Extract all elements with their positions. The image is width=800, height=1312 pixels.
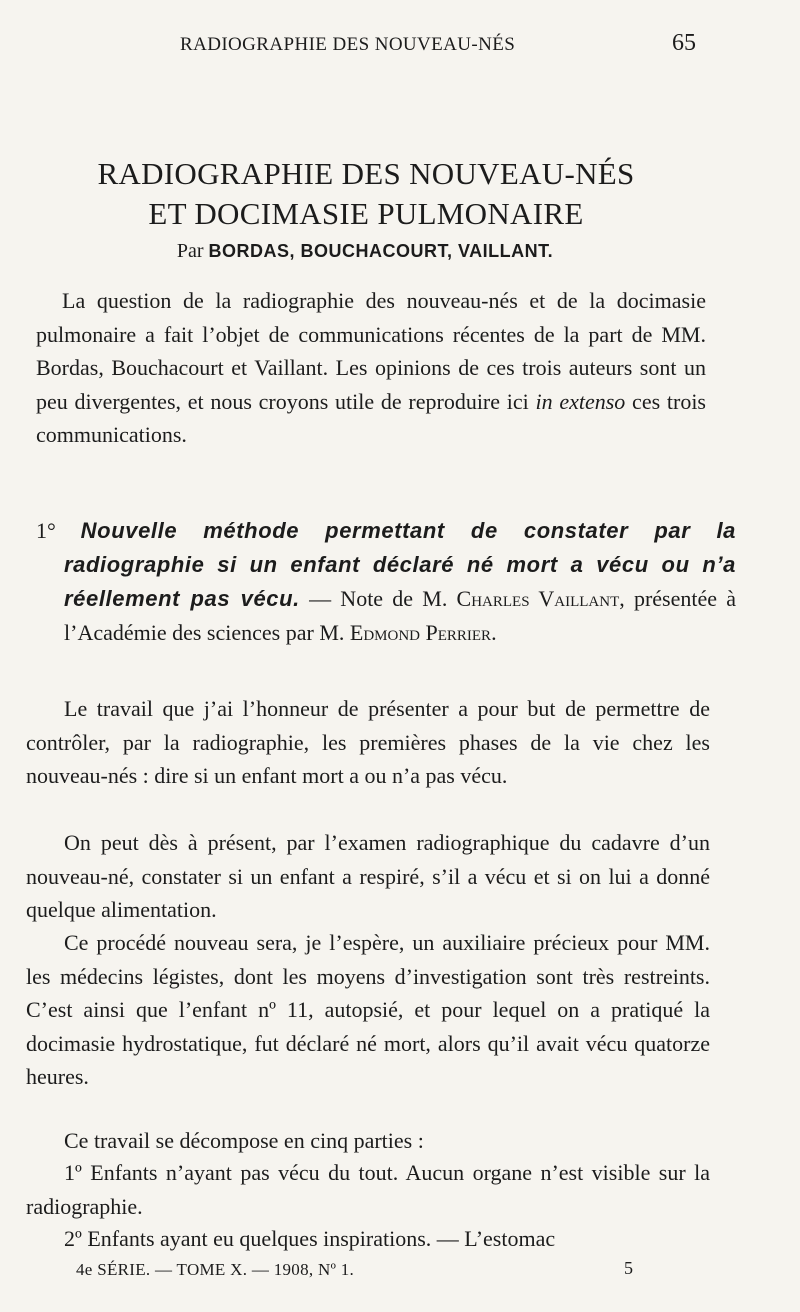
section-author-1: Charles Vaillant (456, 586, 620, 611)
intro-emphasis: in extenso (535, 388, 626, 414)
section-author-2: Edmond Perrier (349, 620, 492, 645)
section-title: Nouvelle méthode permettant de constater par la radiographie si un enfant déclaré né mort a vécu ou n’a réellement pas vécu. (64, 518, 737, 611)
byline-authors: BORDAS, BOUCHACOURT, VAILLANT. (208, 241, 554, 261)
intro-paragraph (36, 284, 706, 452)
body-paragraph-1: Le travail que j’ai l’honneur de présenter a pour but de permettre de contrôler, par la radiographie, les premières phases de la vie chez les nouveau-nés : dire si un enfant mort a ou n’a pas vécu. (26, 696, 710, 789)
running-head: RADIOGRAPHIE DES NOUVEAU-NÉS (180, 34, 516, 55)
byline-prefix: Par (176, 240, 204, 262)
article-title-line2: ET DOCIMASIE PULMONAIRE (148, 196, 584, 231)
intro-text-b: ces trois communications. (36, 388, 706, 448)
section-note-c: . (491, 620, 497, 645)
section-number: 1° (36, 518, 56, 543)
body-paragraph-4: Ce travail se décompose en cinq parties : (64, 1128, 424, 1153)
section-note-a: — Note de M. (299, 586, 457, 611)
page-number: 65 (672, 30, 696, 56)
body-paragraph-5: 1º Enfants n’ayant pas vécu du tout. Aucun organe n’est visible sur la radiographie. (26, 1160, 710, 1219)
intro-text-a: La question de la radiographie des nouveau-nés et de la docimasie pulmonaire a fait l’objet de communications récentes de la part de MM. Bordas, Bouchacourt et Vaillant. Les opinions de ces trois auteurs sont un peu divergentes, et nous croyons utile de reproduire ici (36, 288, 706, 414)
page-footer: 4e SÉRIE. — TOME X. — 1908, Nº 1. (76, 1260, 355, 1279)
body-paragraph-6: 2º Enfants ayant eu quelques inspirations. — L’estomac (64, 1226, 556, 1251)
signature-mark: 5 (624, 1258, 633, 1278)
article-title-line1: RADIOGRAPHIE DES NOUVEAU-NÉS (97, 156, 635, 191)
byline (0, 240, 730, 263)
section-note-b: , présentée à l’Académie des sciences par M. (64, 586, 737, 645)
section-heading (36, 514, 736, 650)
body-paragraph-2: On peut dès à présent, par l’examen radiographique du cadavre d’un nouveau-né, constater si un enfant a respiré, s’il a vécu et si on lui a donné quelque alimentation. (26, 830, 710, 923)
body-paragraph-3: Ce procédé nouveau sera, je l’espère, un auxiliaire précieux pour MM. les médecins légistes, dont les moyens d’investigation sont très restreints. C’est ainsi que l’enfant nº 11, autopsié, et pour lequel on a pratiqué la docimasie hydrostatique, fut déclaré né mort, alors qu’il avait vécu quatorze heures. (26, 930, 710, 1090)
